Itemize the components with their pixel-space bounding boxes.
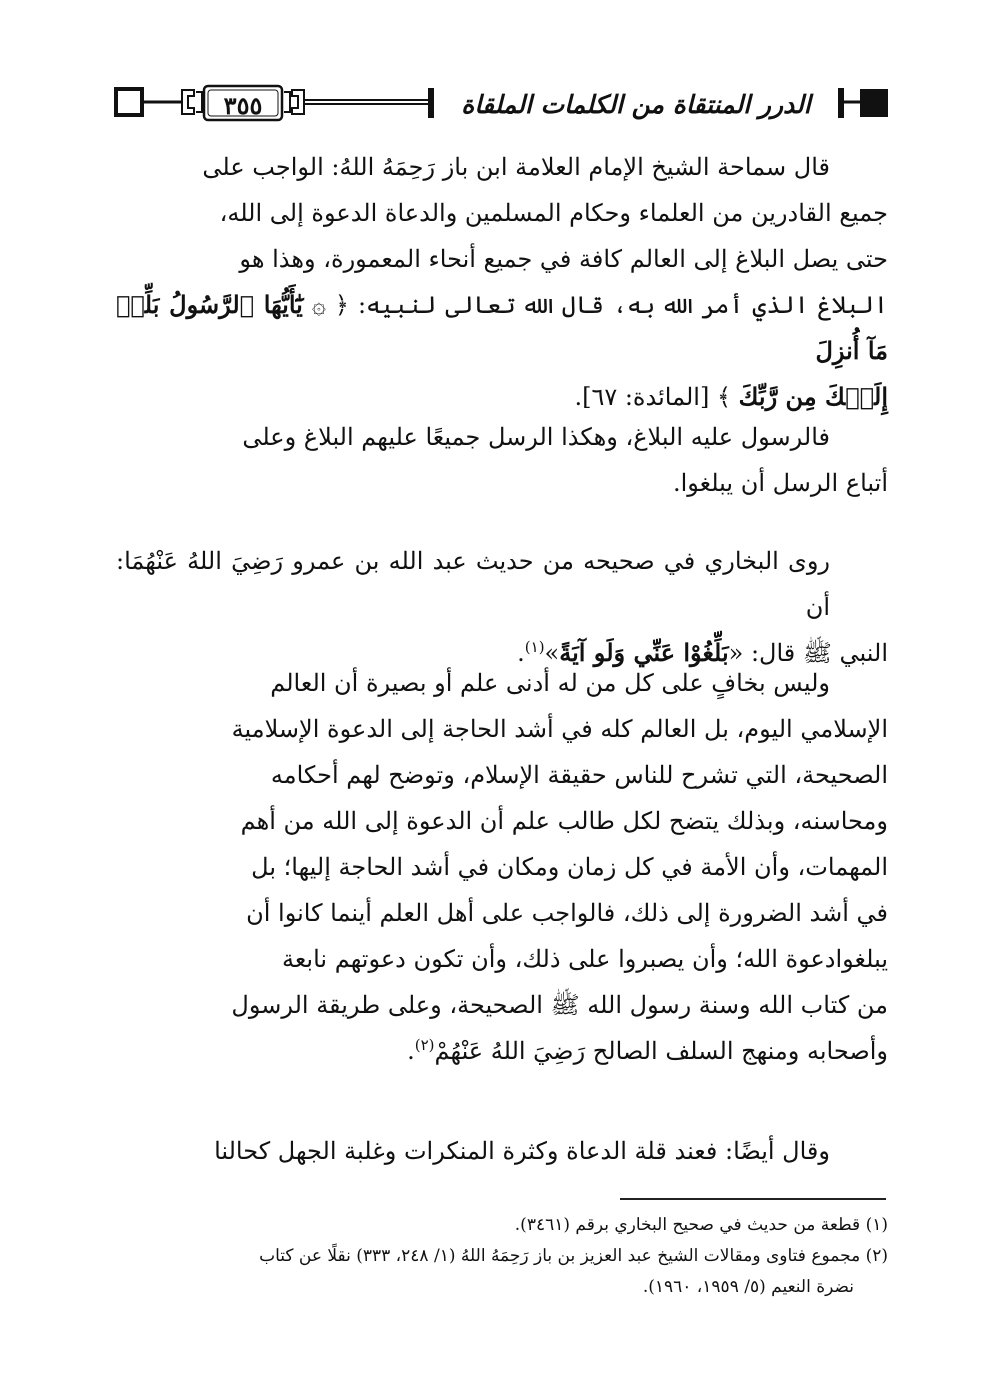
book-title: الدرر المنتقاة من الكلمات الملقاة <box>461 89 811 119</box>
text-line: أتباع الرسل أن يبلغوا. <box>672 469 888 497</box>
paragraph-5 <box>116 1128 888 1174</box>
quran-verse: إِلَيۡكَ مِن رَّبِّكَ <box>738 382 888 411</box>
paragraph-4 <box>116 660 888 1074</box>
text-line: الإسلامي اليوم، بل العالم كله في أشد الحاجة إلى الدعوة الإسلامية <box>231 715 888 743</box>
quran-verse: يَٰٓأَيُّهَا ٱلرَّسُولُ بَلِّغۡ مَآ أُنزِلَ <box>116 290 888 365</box>
footnote-ref-1[interactable]: (١) <box>524 638 545 656</box>
text-line: من كتاب الله وسنة رسول الله ﷺ الصحيحة، وعلى طريقة الرسول <box>231 991 888 1019</box>
paragraph-1 <box>116 144 888 420</box>
text-segment: البلاغ الذي أمر الله به، قال الله تعالى لنبيه: ﴿ <box>334 291 888 319</box>
footnote-ref-2[interactable]: (٢) <box>414 1036 435 1054</box>
text-line: وقال أيضًا: فعند قلة الدعاة وكثرة المنكرات وغلبة الجهل كحالنا <box>214 1137 830 1165</box>
text-line: حتى يصل البلاغ إلى العالم كافة في جميع أنحاء المعمورة، وهذا هو <box>239 245 888 273</box>
text-line: يبلغوادعوة الله؛ وأن يصبروا على ذلك، وأن تكون دعوتهم نابعة <box>281 945 888 973</box>
footnote-separator <box>620 1198 886 1200</box>
text-line <box>116 1028 888 1074</box>
footnote-2-continuation: نضرة النعيم (٥/ ١٩٥٩، ١٩٦٠). <box>642 1277 854 1297</box>
text-line: روى البخاري في صحيحه من حديث عبد الله بن عمرو رَضِيَ اللهُ عَنْهُمَا: أن <box>116 547 830 621</box>
page-number: ٣٥٥ <box>223 90 263 120</box>
paragraph-2 <box>116 414 888 506</box>
footnotes <box>116 1210 888 1303</box>
text-segment: النبي ﷺ قال: « <box>728 639 888 667</box>
text-segment: وأصحابه ومنهج السلف الصالح رَضِيَ اللهُ عَنْهُمْ <box>434 1037 888 1065</box>
quran-star-icon: ۞ <box>311 291 326 319</box>
footnote-1: (١) قطعة من حديث في صحيح البخاري برقم (٣٤٦١). <box>514 1215 888 1235</box>
text-line: ومحاسنه، وبذلك يتضح لكل طالب علم أن الدعوة إلى الله من أهم <box>240 807 888 835</box>
text-line: وليس بخافٍ على كل من له أدنى علم أو بصيرة أن العالم <box>270 669 830 697</box>
text-segment: . <box>407 1037 415 1065</box>
text-line <box>116 282 888 374</box>
paragraph-3 <box>116 538 888 676</box>
text-line: الصحيحة، التي تشرح للناس حقيقة الإسلام، وتوضح لهم أحكامه <box>270 761 888 789</box>
text-line: المهمات، وأن الأمة في كل زمان ومكان في أشد الحاجة إليها؛ بل <box>251 853 888 881</box>
text-segment: . <box>517 639 525 667</box>
text-line: في أشد الضرورة إلى ذلك، فالواجب على أهل العلم أينما كانوا أن <box>246 899 888 927</box>
text-line: جميع القادرين من العلماء وحكام المسلمين والدعاة الدعوة إلى الله، <box>219 199 888 227</box>
text-segment: » <box>544 639 560 667</box>
text-line: قال سماحة الشيخ الإمام العلامة ابن باز رَحِمَهُ اللهُ: الواجب على <box>202 153 830 181</box>
text-segment: ﴾ [المائدة: ٦٧]. <box>574 383 732 411</box>
hadith-quote: بَلِّغُوْا عَنِّي وَلَو آيَةً <box>559 638 729 667</box>
text-line: فالرسول عليه البلاغ، وهكذا الرسل جميعًا عليهم البلاغ وعلى <box>242 423 830 451</box>
footnote-2: (٢) مجموع فتاوى ومقالات الشيخ عبد العزيز بن باز رَحِمَهُ اللهُ (١/ ٢٤٨، ٣٣٣) نقلًا عن كتاب <box>259 1246 888 1266</box>
